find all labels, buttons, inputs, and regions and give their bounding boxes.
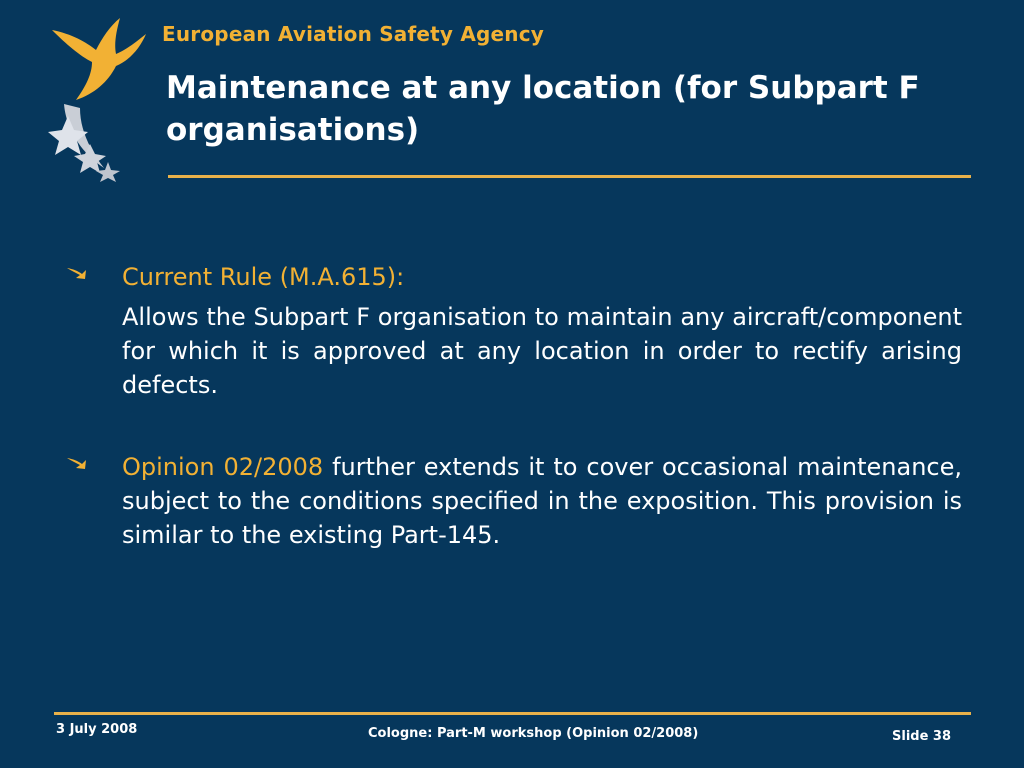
footer-date: 3 July 2008	[56, 722, 138, 737]
footer-event: Cologne: Part-M workshop (Opinion 02/2008)	[368, 726, 699, 741]
bullet-item-current-rule	[122, 260, 962, 402]
current-rule-heading: Current Rule (M.A.615):	[122, 263, 405, 291]
slide-title: Maintenance at any location (for Subpart F organisations)	[166, 70, 920, 148]
footer-divider	[54, 712, 971, 715]
title-divider	[168, 175, 971, 178]
bullet-item-opinion	[122, 450, 962, 552]
arrow-bullet-icon	[66, 456, 88, 470]
opinion-reference: Opinion 02/2008	[122, 453, 324, 481]
current-rule-text: Allows the Subpart F organisation to maintain any aircraft/component for which it is approved at any location in order to rectify arising defects.	[122, 303, 962, 399]
agency-name: European Aviation Safety Agency	[162, 22, 545, 46]
slide-number: Slide 38	[892, 729, 952, 744]
opinion-text: further extends it to cover occasional maintenance, subject to the conditions specified in the exposition. This provision is similar to the existing Part-145.	[122, 453, 962, 549]
arrow-bullet-icon	[66, 266, 88, 280]
bird-stars-icon	[46, 12, 158, 184]
